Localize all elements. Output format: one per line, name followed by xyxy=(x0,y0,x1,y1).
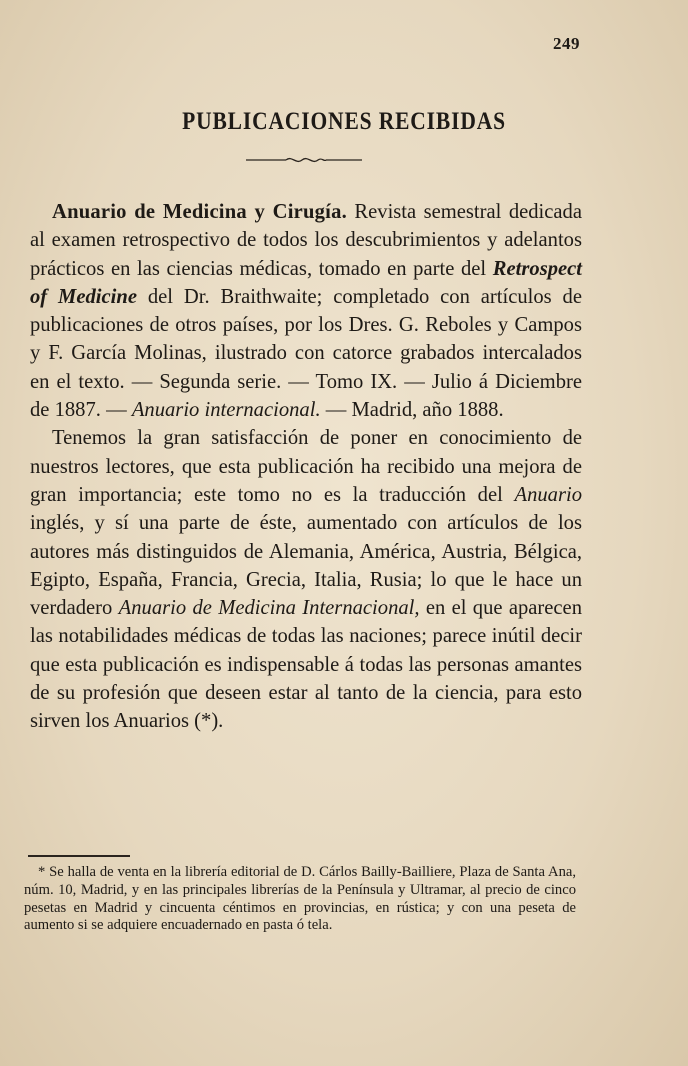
review-italic-2: Anuario de Medicina Internacional, xyxy=(118,597,420,620)
review-part-1: Tenemos la gran satisfacción de poner en conocimiento de nuestros lectores, que esta publicación ha recibido una mejora de gran importancia; este tomo no es la traducción del xyxy=(30,427,582,506)
page-number: 249 xyxy=(553,34,580,53)
review-part-2: inglés, y sí una parte de éste, aumentado con artículos de los autores más distinguidos de Alemania, América, Austria, Bélgica, Egipto, España, Francia, Grecia, Italia, Rusia; lo que le hace un verdadero xyxy=(30,512,582,620)
footnote-rule xyxy=(28,855,130,857)
entry-description-italic-2: Anuario internacional. xyxy=(131,399,321,422)
footnote-text: * Se halla de venta en la librería editorial de D. Cárlos Bailly-Bailliere, Plaza de Santa Ana, núm. 10, Madrid, y en las principales librerías de la Península y Ultramar, al precio de cinco pesetas en Madrid y cincuenta céntimos en provincias, en rústica; y con una peseta de aumento si se adquiere encuadernado en pasta ó tela. xyxy=(24,864,576,934)
entry-description-3: — Madrid, año 1888. xyxy=(325,399,504,422)
footnote xyxy=(24,864,576,935)
section-title: PUBLICACIONES RECIBIDAS xyxy=(182,108,506,135)
review-italic-1: Anuario xyxy=(514,483,583,506)
entry-title: Anuario de Medicina y Cirugía. xyxy=(52,201,347,223)
entry-description-2: del Dr. Braithwaite; completado con artículos de publicaciones de otros países, por los Dres. G. Reboles y Campos y F. García Molinas, ilustrado con catorce grabados intercalados en el texto. — Segunda serie. — Tomo IX. — Julio á Diciembre de 1887. — xyxy=(30,285,582,422)
entry-paragraph xyxy=(30,198,582,424)
entry-description-1: Revista semestral dedicada al examen retrospectivo de todos los descubrimientos y adelantos prácticos en las ciencias médicas, tomado en parte del xyxy=(30,201,582,280)
review-part-3: en el que aparecen las notabilidades médicas de todas las naciones; parece inútil decir que esta publicación es indispensable á todas las personas amantes de su profesión que deseen estar al tanto de la ciencia, para esto sirven los Anuarios (*). xyxy=(30,597,582,733)
ornament-divider-icon xyxy=(244,154,364,166)
entry-description-italic: Retrospect of Medicine xyxy=(30,257,583,308)
body-text xyxy=(30,198,582,736)
review-paragraph xyxy=(30,424,582,735)
